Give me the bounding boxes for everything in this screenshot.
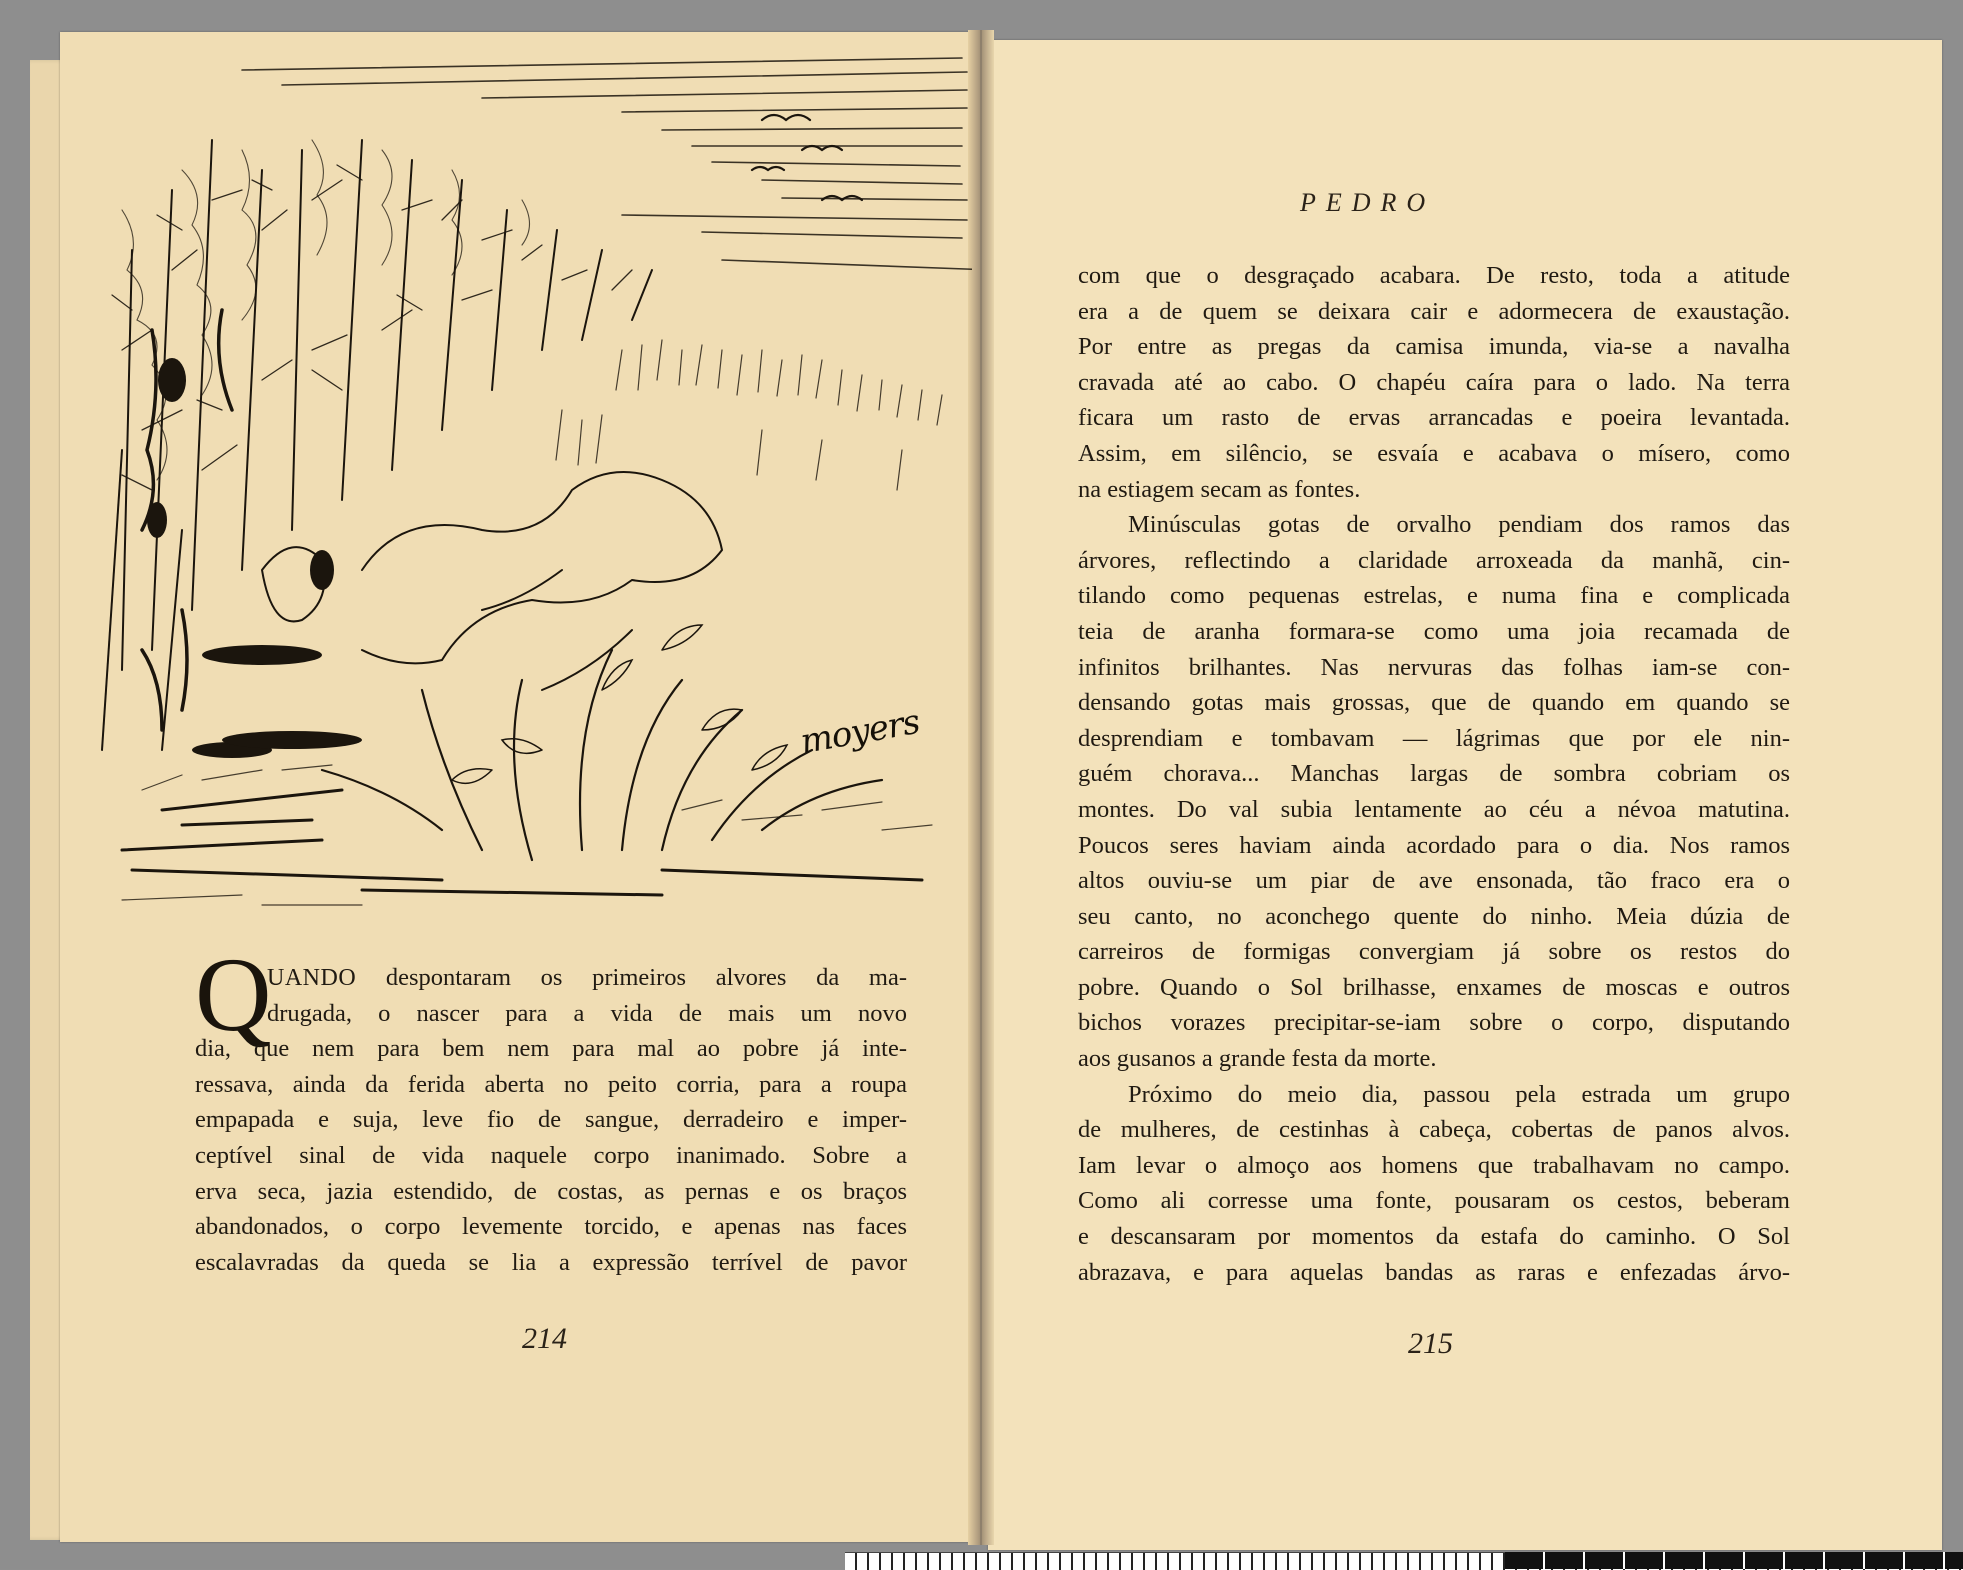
text-line: carreiros de formigas convergiam já sobre os restos do <box>1078 938 1790 966</box>
text-line: desprendiam e tombavam — lágrimas que por ele nin- <box>1078 724 1790 752</box>
text-line: infinitos brilhantes. Nas nervuras das folhas iam-se con- <box>1078 653 1790 681</box>
text-line: drugada, o nascer para a vida de mais um novo <box>267 999 907 1027</box>
artist-signature: moyers <box>797 701 923 763</box>
text-line: escalavradas da queda se lia a expressão terrível de pavor <box>195 1248 907 1276</box>
text-line: Poucos seres haviam ainda acordado para o dia. Nos ramos <box>1078 831 1790 859</box>
text-line: aos gusanos a grande festa da morte. <box>1078 1045 1437 1073</box>
text-line: empapada e suja, leve fio de sangue, derradeiro e imper- <box>195 1106 907 1134</box>
lead-in-caps: UANDO <box>267 965 357 991</box>
text-line: abrazava, e para aquelas bandas as raras e enfezadas árvo- <box>1078 1258 1790 1286</box>
text-line: densando gotas mais grossas, que de quando em quando se <box>1078 689 1790 717</box>
text-line: pobre. Quando o Sol brilhasse, enxames de moscas e outros <box>1078 973 1790 1001</box>
text-line: ressava, ainda da ferida aberta no peito corria, para a roupa <box>195 1070 907 1098</box>
text-line: teia de aranha formara-se como uma joia recamada de <box>1078 617 1790 645</box>
text-line: montes. Do val subia lentamente ao céu a névoa matutina. <box>1078 795 1790 823</box>
scan-scale-bar-dark <box>1505 1552 1963 1569</box>
landscape-illustration <box>62 50 972 910</box>
text-line: dia, que nem para bem nem para mal ao pobre já inte- <box>195 1035 907 1063</box>
text-line: Por entre as pregas da camisa imunda, via-se a navalha <box>1078 333 1790 361</box>
text-line: na estiagem secam as fontes. <box>1078 475 1361 503</box>
text-line <box>195 960 907 996</box>
text-line: erva seca, jazia estendido, de costas, as pernas e os braços <box>195 1177 907 1205</box>
left-page-text <box>195 960 907 1280</box>
text-line: seu canto, no aconchego quente do ninho. Meia dúzia de <box>1078 902 1790 930</box>
text-line: tilando como pequenas estrelas, e numa fina e complicada <box>1078 582 1790 610</box>
text-line: com que o desgraçado acabara. De resto, toda a atitude <box>1078 262 1790 289</box>
drop-cap: Q <box>195 936 272 1053</box>
text-line: e descansaram por momentos da estafa do caminho. O Sol <box>1078 1223 1790 1251</box>
text-line: ficara um rasto de ervas arrancadas e poeira levantada. <box>1078 404 1790 432</box>
text-line: árvores, reflectindo a claridade arroxeada da manhã, cin- <box>1078 546 1790 574</box>
paragraph <box>1078 1077 1790 1291</box>
text-line: bichos vorazes precipitar-se-iam sobre o corpo, disputando <box>1078 1009 1790 1037</box>
line-text: despontaram os primeiros alvores da ma- <box>356 964 907 991</box>
right-page-text <box>1078 258 1790 1290</box>
text-line: Como ali corresse uma fonte, pousaram os cestos, beberam <box>1078 1187 1790 1215</box>
text-line: altos ouviu-se um piar de ave ensonada, tão fraco era o <box>1078 867 1790 895</box>
text-line: de mulheres, de cestinhas à cabeça, cobertas de panos alvos. <box>1078 1116 1790 1144</box>
paragraph <box>1078 258 1790 507</box>
text-line: Minúsculas gotas de orvalho pendiam dos ramos das <box>1128 511 1790 539</box>
text-line: guém chorava... Manchas largas de sombra cobriam os <box>1078 760 1790 788</box>
text-line: abandonados, o corpo levemente torcido, e apenas nas faces <box>195 1213 907 1241</box>
running-head: PEDRO <box>1300 188 1436 217</box>
text-line: Próximo do meio dia, passou pela estrada um grupo <box>1128 1080 1790 1108</box>
page-number-right: 215 <box>1408 1327 1453 1360</box>
text-line: Iam levar o almoço aos homens que trabalhavam no campo. <box>1078 1151 1790 1179</box>
text-line: ceptível sinal de vida naquele corpo inanimado. Sobre a <box>195 1141 907 1169</box>
text-line: era a de quem se deixara cair e adormecera de exaustação. <box>1078 297 1790 325</box>
page-number-left: 214 <box>522 1322 567 1355</box>
paragraph <box>1078 507 1790 1077</box>
text-line: Assim, em silêncio, se esvaía e acabava o mísero, como <box>1078 439 1790 467</box>
text-line: cravada até ao cabo. O chapéu caíra para o lado. Na terra <box>1078 368 1790 396</box>
